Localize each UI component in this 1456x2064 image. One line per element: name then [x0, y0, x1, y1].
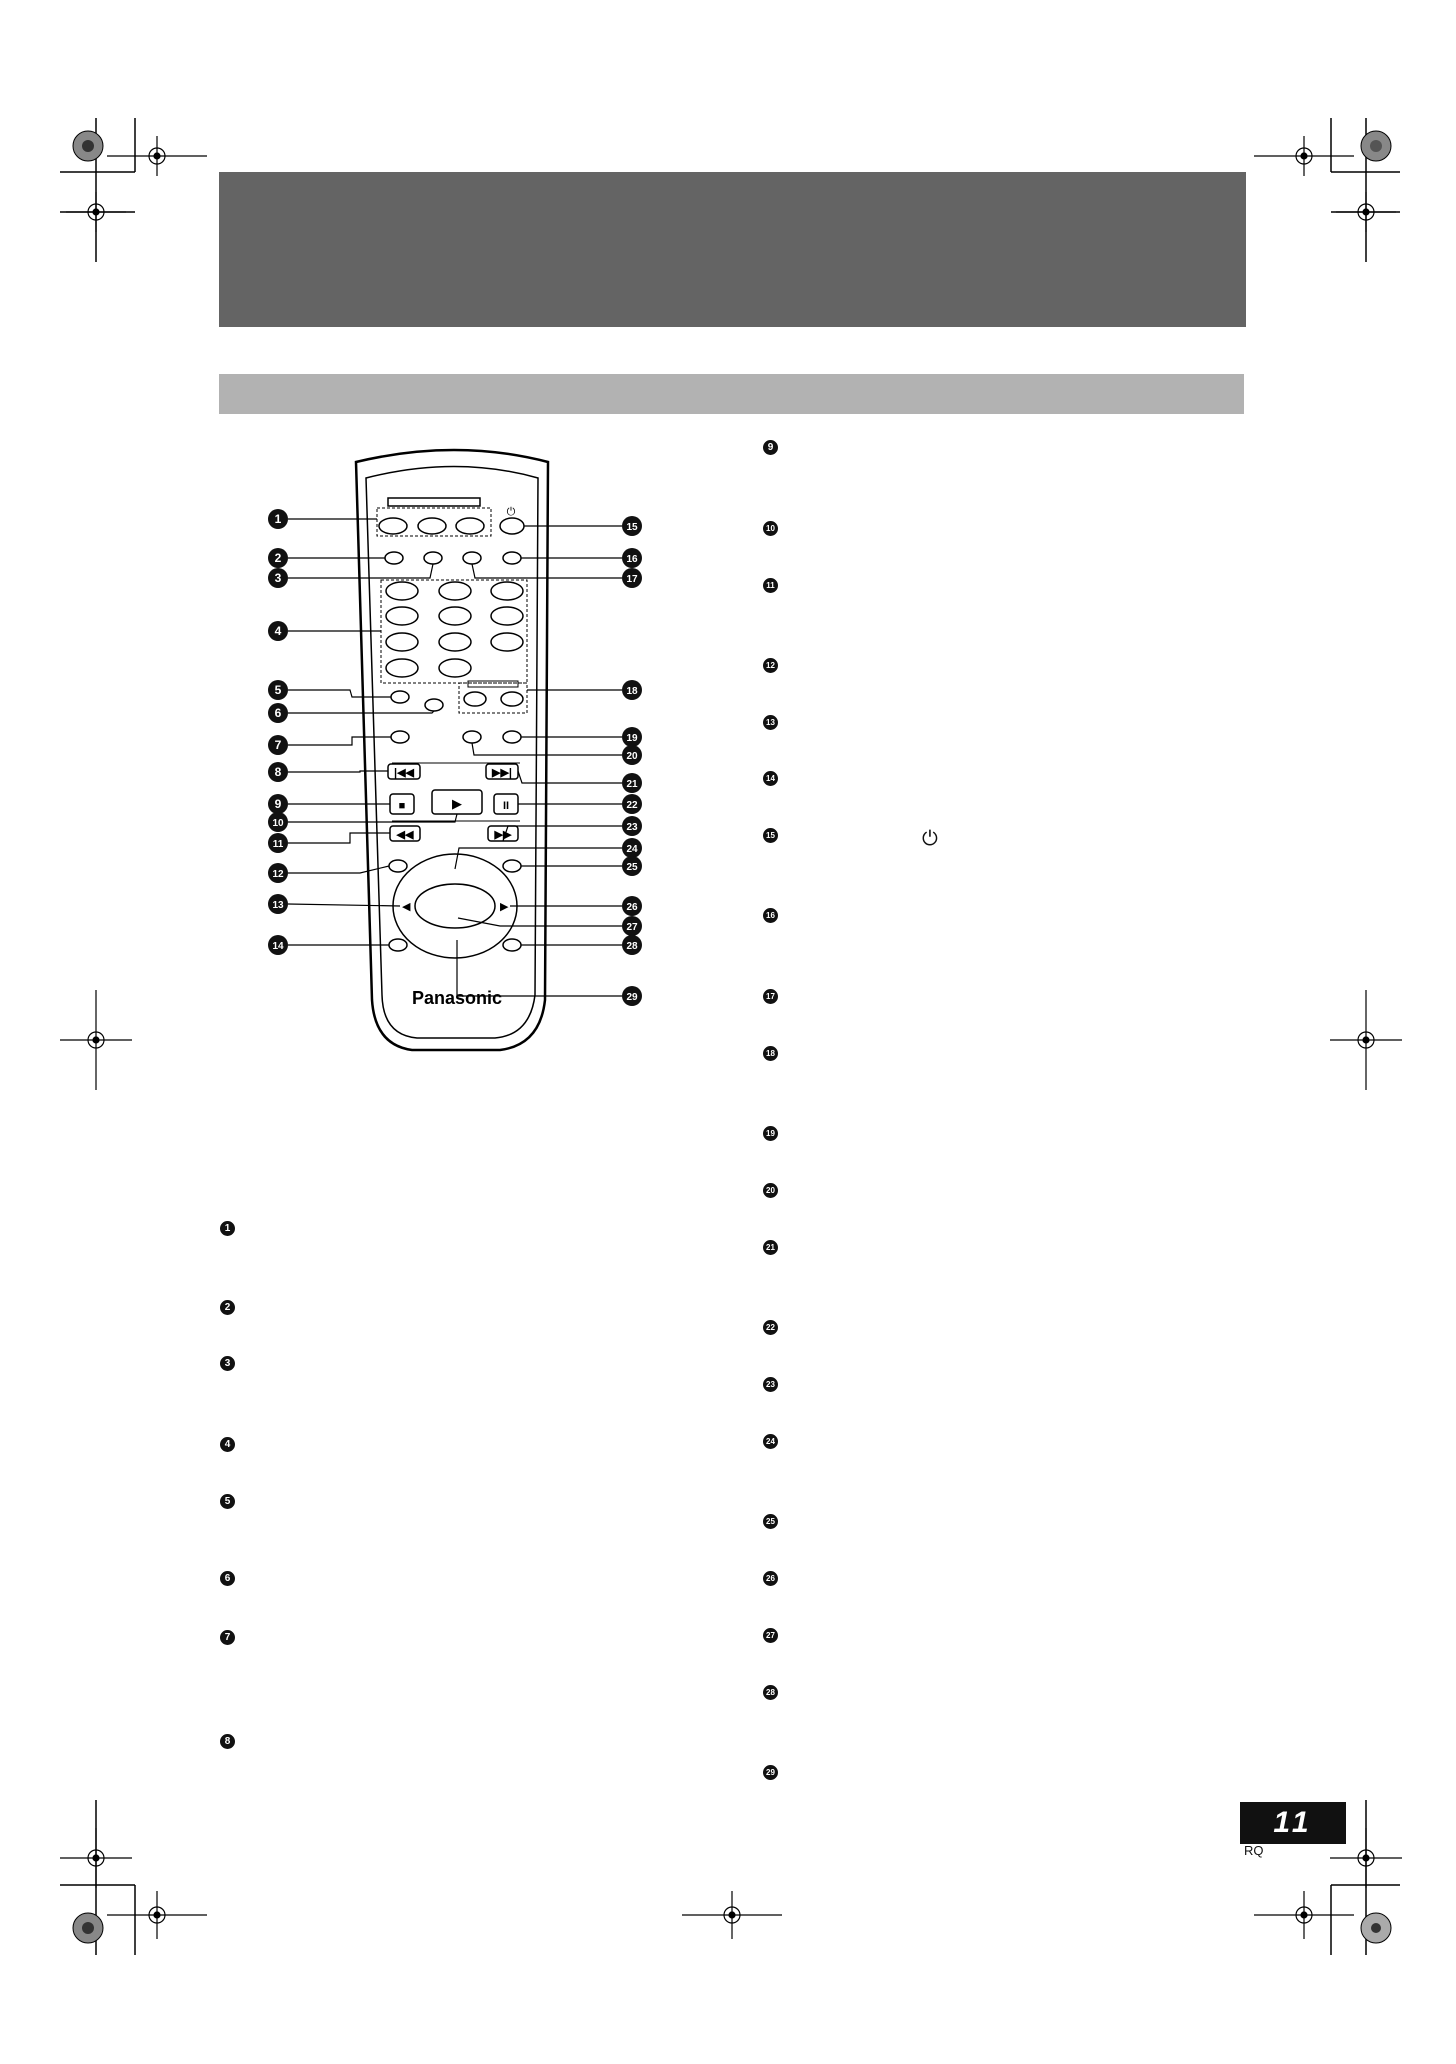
item-marker-22: 22 — [763, 1320, 778, 1335]
callout-6 — [268, 703, 288, 723]
callout-28 — [622, 935, 642, 955]
svg-text:⏻: ⏻ — [506, 506, 516, 518]
svg-text:14: 14 — [272, 941, 284, 952]
callout-1 — [268, 509, 288, 529]
svg-text:24: 24 — [626, 844, 638, 855]
svg-text:◀◀: ◀◀ — [396, 829, 414, 841]
power-icon: ⏻ — [922, 828, 938, 850]
svg-text:18: 18 — [626, 686, 638, 697]
item-marker-15: 15 — [763, 828, 778, 843]
svg-text:27: 27 — [626, 922, 638, 933]
item-marker-4: 4 — [220, 1437, 235, 1452]
callout-10 — [268, 812, 288, 832]
callout-29 — [622, 986, 642, 1006]
item-marker-16: 16 — [763, 908, 778, 923]
svg-text:21: 21 — [626, 779, 638, 790]
callout-12 — [268, 863, 288, 883]
item-marker-3: 3 — [220, 1356, 235, 1371]
callout-4 — [268, 621, 288, 641]
svg-text:29: 29 — [626, 992, 638, 1003]
callout-9 — [268, 794, 288, 814]
page-number: 11 — [1273, 1806, 1313, 1839]
item-marker-1: 1 — [220, 1221, 235, 1236]
item-marker-17: 17 — [763, 989, 778, 1004]
svg-text:10: 10 — [272, 818, 284, 829]
item-marker-8: 8 — [220, 1734, 235, 1749]
item-marker-14: 14 — [763, 771, 778, 786]
item-marker-2: 2 — [220, 1300, 235, 1315]
item-marker-10: 10 — [763, 521, 778, 536]
item-marker-18: 18 — [763, 1046, 778, 1061]
svg-text:3: 3 — [274, 571, 282, 585]
callout-14 — [268, 935, 288, 955]
svg-text:16: 16 — [626, 554, 638, 565]
callout-23 — [622, 816, 642, 836]
callout-15 — [622, 516, 642, 536]
svg-text:17: 17 — [626, 574, 638, 585]
callout-17 — [622, 568, 642, 588]
callout-13 — [268, 894, 288, 914]
callout-19 — [622, 727, 642, 747]
callout-18 — [622, 680, 642, 700]
svg-text:5: 5 — [274, 683, 282, 697]
svg-text:9: 9 — [274, 797, 282, 811]
callout-11 — [268, 833, 288, 853]
svg-text:8: 8 — [274, 765, 282, 779]
item-marker-20: 20 — [763, 1183, 778, 1198]
callout-3 — [268, 568, 288, 588]
svg-text:26: 26 — [626, 902, 638, 913]
svg-text:|◀◀: |◀◀ — [394, 767, 414, 779]
callout-27 — [622, 916, 642, 936]
svg-text:15: 15 — [626, 522, 638, 533]
item-marker-12: 12 — [763, 658, 778, 673]
callout-7 — [268, 735, 288, 755]
svg-text:▶▶|: ▶▶| — [492, 767, 512, 779]
item-marker-28: 28 — [763, 1685, 778, 1700]
item-marker-6: 6 — [220, 1571, 235, 1586]
callout-5 — [268, 680, 288, 700]
callout-16 — [622, 548, 642, 568]
item-marker-26: 26 — [763, 1571, 778, 1586]
svg-text:6: 6 — [274, 706, 282, 720]
item-marker-21: 21 — [763, 1240, 778, 1255]
brand-logo: Panasonic — [411, 988, 503, 1008]
callout-20 — [622, 745, 642, 765]
svg-text:28: 28 — [626, 941, 638, 952]
svg-text:◀: ◀ — [402, 901, 411, 913]
page-code: RQ — [1244, 1843, 1264, 1858]
item-marker-11: 11 — [763, 578, 778, 593]
item-marker-7: 7 — [220, 1630, 235, 1645]
svg-text:4: 4 — [274, 624, 282, 638]
svg-text:19: 19 — [626, 733, 638, 744]
svg-text:▶: ▶ — [500, 901, 509, 913]
item-marker-23: 23 — [763, 1377, 778, 1392]
svg-text:12: 12 — [272, 869, 284, 880]
item-marker-25: 25 — [763, 1514, 778, 1529]
item-marker-19: 19 — [763, 1126, 778, 1141]
callout-24 — [622, 838, 642, 858]
item-marker-13: 13 — [763, 715, 778, 730]
svg-text:23: 23 — [626, 822, 638, 833]
svg-text:13: 13 — [272, 900, 284, 911]
svg-text:▶▶: ▶▶ — [494, 829, 512, 841]
callout-22 — [622, 794, 642, 814]
svg-text:25: 25 — [626, 862, 638, 873]
svg-text:7: 7 — [274, 738, 282, 752]
item-marker-27: 27 — [763, 1628, 778, 1643]
svg-text:11: 11 — [272, 839, 284, 850]
callout-21 — [622, 773, 642, 793]
callout-25 — [622, 856, 642, 876]
callout-2 — [268, 548, 288, 568]
item-marker-9: 9 — [763, 440, 778, 455]
svg-text:20: 20 — [626, 751, 638, 762]
item-marker-5: 5 — [220, 1494, 235, 1509]
svg-text:2: 2 — [274, 551, 282, 565]
svg-text:■: ■ — [398, 800, 406, 812]
svg-text:1: 1 — [274, 512, 282, 526]
callout-8 — [268, 762, 288, 782]
callout-26 — [622, 896, 642, 916]
svg-text:22: 22 — [626, 800, 638, 811]
svg-text:▶: ▶ — [452, 796, 462, 811]
item-marker-29: 29 — [763, 1765, 778, 1780]
item-marker-24: 24 — [763, 1434, 778, 1449]
svg-text:II: II — [502, 800, 510, 812]
